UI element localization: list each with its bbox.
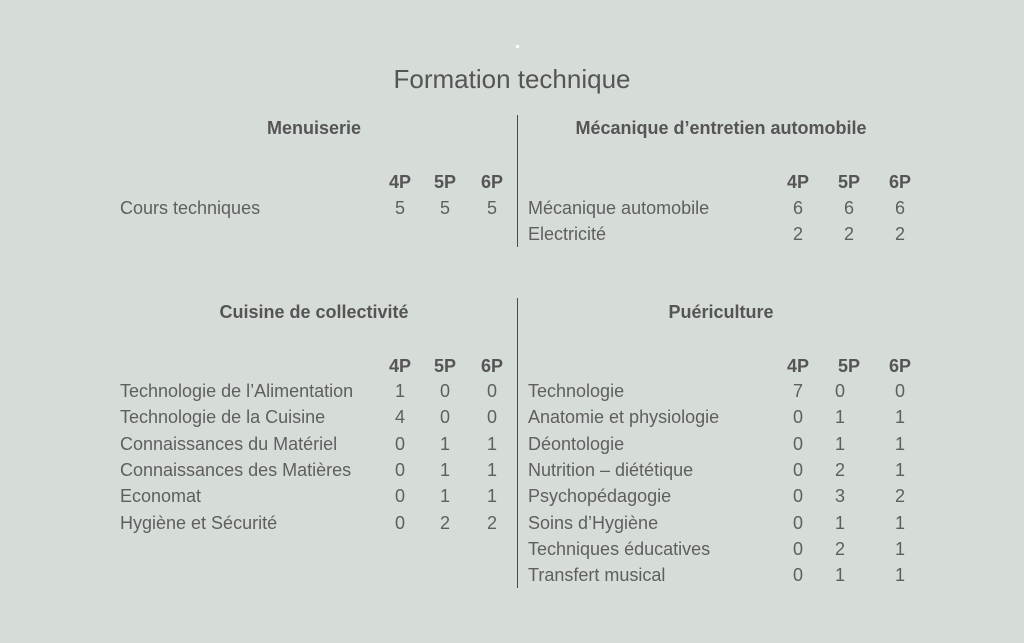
hours-6p: 5 <box>486 198 497 218</box>
hours-4p: 0 <box>792 512 803 533</box>
divider-top <box>517 115 518 247</box>
hours-4p: 0 <box>792 407 803 428</box>
row-label: Nutrition – diététique <box>528 459 694 480</box>
header-5p: 5P <box>433 356 457 376</box>
table-row <box>120 431 520 457</box>
hours-5p: 2 <box>834 459 845 480</box>
hours-6p: 1 <box>486 486 497 507</box>
hours-4p: 2 <box>792 224 803 245</box>
section-title-cuisine: Cuisine de collectivité <box>219 302 409 322</box>
hours-5p: 1 <box>439 459 450 480</box>
table-row <box>528 510 928 536</box>
header-5p: 5P <box>837 356 861 376</box>
hours-5p: 0 <box>834 381 845 401</box>
table-row <box>120 195 520 221</box>
row-label: Déontologie <box>528 433 625 454</box>
row-label: Technologie de la Cuisine <box>120 407 326 428</box>
header-4p: 4P <box>786 172 810 192</box>
row-label: Electricité <box>528 224 607 245</box>
hours-4p: 7 <box>792 381 803 401</box>
hours-4p: 0 <box>792 459 803 480</box>
row-label: Techniques éducatives <box>528 538 711 559</box>
row-label: Mécanique automobile <box>528 198 710 218</box>
hours-6p: 2 <box>894 224 905 245</box>
hours-6p: 1 <box>894 433 905 454</box>
header-6p: 6P <box>888 356 912 376</box>
hours-4p: 0 <box>394 433 405 454</box>
table-row <box>528 457 928 483</box>
table-row <box>120 483 520 509</box>
table-row <box>528 431 928 457</box>
table-row <box>528 536 928 562</box>
hours-5p: 5 <box>439 198 450 218</box>
section-title-menuiserie: Menuiserie <box>266 118 362 138</box>
row-label: Hygiène et Sécurité <box>120 512 278 533</box>
table-row <box>528 562 928 588</box>
hours-4p: 0 <box>792 433 803 454</box>
row-label: Transfert musical <box>528 565 666 586</box>
hours-6p: 0 <box>894 381 905 401</box>
hours-6p: 1 <box>894 512 905 533</box>
row-label: Technologie <box>528 381 625 401</box>
header-5p: 5P <box>837 172 861 192</box>
hours-5p: 1 <box>439 486 450 507</box>
hours-6p: 2 <box>894 486 905 507</box>
table-row <box>528 195 928 221</box>
hours-6p: 1 <box>894 565 905 586</box>
hours-4p: 5 <box>394 198 405 218</box>
section-title-puericulture: Puériculture <box>668 302 774 322</box>
header-5p: 5P <box>433 172 457 192</box>
hours-4p: 0 <box>792 538 803 559</box>
header-6p: 6P <box>888 172 912 192</box>
hours-6p: 1 <box>486 459 497 480</box>
hours-6p: 1 <box>486 433 497 454</box>
hours-5p: 3 <box>834 486 845 507</box>
header-4p: 4P <box>388 356 412 376</box>
hours-5p: 1 <box>439 433 450 454</box>
row-label: Cours techniques <box>120 198 261 218</box>
hours-4p: 0 <box>792 565 803 586</box>
hours-6p: 1 <box>894 459 905 480</box>
table-row <box>528 221 928 247</box>
section-title-mecanique: Mécanique d’entretien automobile <box>575 118 867 138</box>
table-row <box>120 378 520 404</box>
row-label: Psychopédagogie <box>528 486 672 507</box>
hours-5p: 2 <box>439 512 450 533</box>
table-row <box>528 378 928 404</box>
row-label: Technologie de l’Alimentation <box>120 381 354 401</box>
table-row <box>120 510 520 536</box>
hours-5p: 2 <box>843 224 854 245</box>
row-label: Soins d’Hygiène <box>528 512 659 533</box>
page-title: Formation technique <box>393 64 631 94</box>
hours-4p: 4 <box>394 407 405 428</box>
slide-marker-dot <box>516 45 519 48</box>
hours-4p: 0 <box>394 459 405 480</box>
hours-4p: 1 <box>394 381 405 401</box>
row-label: Connaissances des Matières <box>120 459 352 480</box>
hours-4p: 0 <box>394 486 405 507</box>
hours-6p: 6 <box>894 198 905 218</box>
header-4p: 4P <box>786 356 810 376</box>
hours-5p: 1 <box>834 512 845 533</box>
hours-5p: 2 <box>834 538 845 559</box>
table-row <box>120 457 520 483</box>
table-row <box>528 404 928 430</box>
hours-5p: 1 <box>834 433 845 454</box>
table-row <box>528 483 928 509</box>
hours-6p: 1 <box>894 538 905 559</box>
hours-6p: 0 <box>486 381 497 401</box>
hours-6p: 1 <box>894 407 905 428</box>
hours-5p: 1 <box>834 407 845 428</box>
hours-5p: 0 <box>439 381 450 401</box>
row-label: Economat <box>120 486 202 507</box>
row-label: Connaissances du Matériel <box>120 433 338 454</box>
hours-5p: 0 <box>439 407 450 428</box>
hours-4p: 0 <box>792 486 803 507</box>
table-row <box>120 404 520 430</box>
hours-6p: 0 <box>486 407 497 428</box>
row-label: Anatomie et physiologie <box>528 407 720 428</box>
hours-4p: 0 <box>394 512 405 533</box>
header-4p: 4P <box>388 172 412 192</box>
header-6p: 6P <box>480 172 504 192</box>
header-6p: 6P <box>480 356 504 376</box>
hours-5p: 6 <box>843 198 854 218</box>
hours-5p: 1 <box>834 565 845 586</box>
hours-6p: 2 <box>486 512 497 533</box>
hours-4p: 6 <box>792 198 803 218</box>
